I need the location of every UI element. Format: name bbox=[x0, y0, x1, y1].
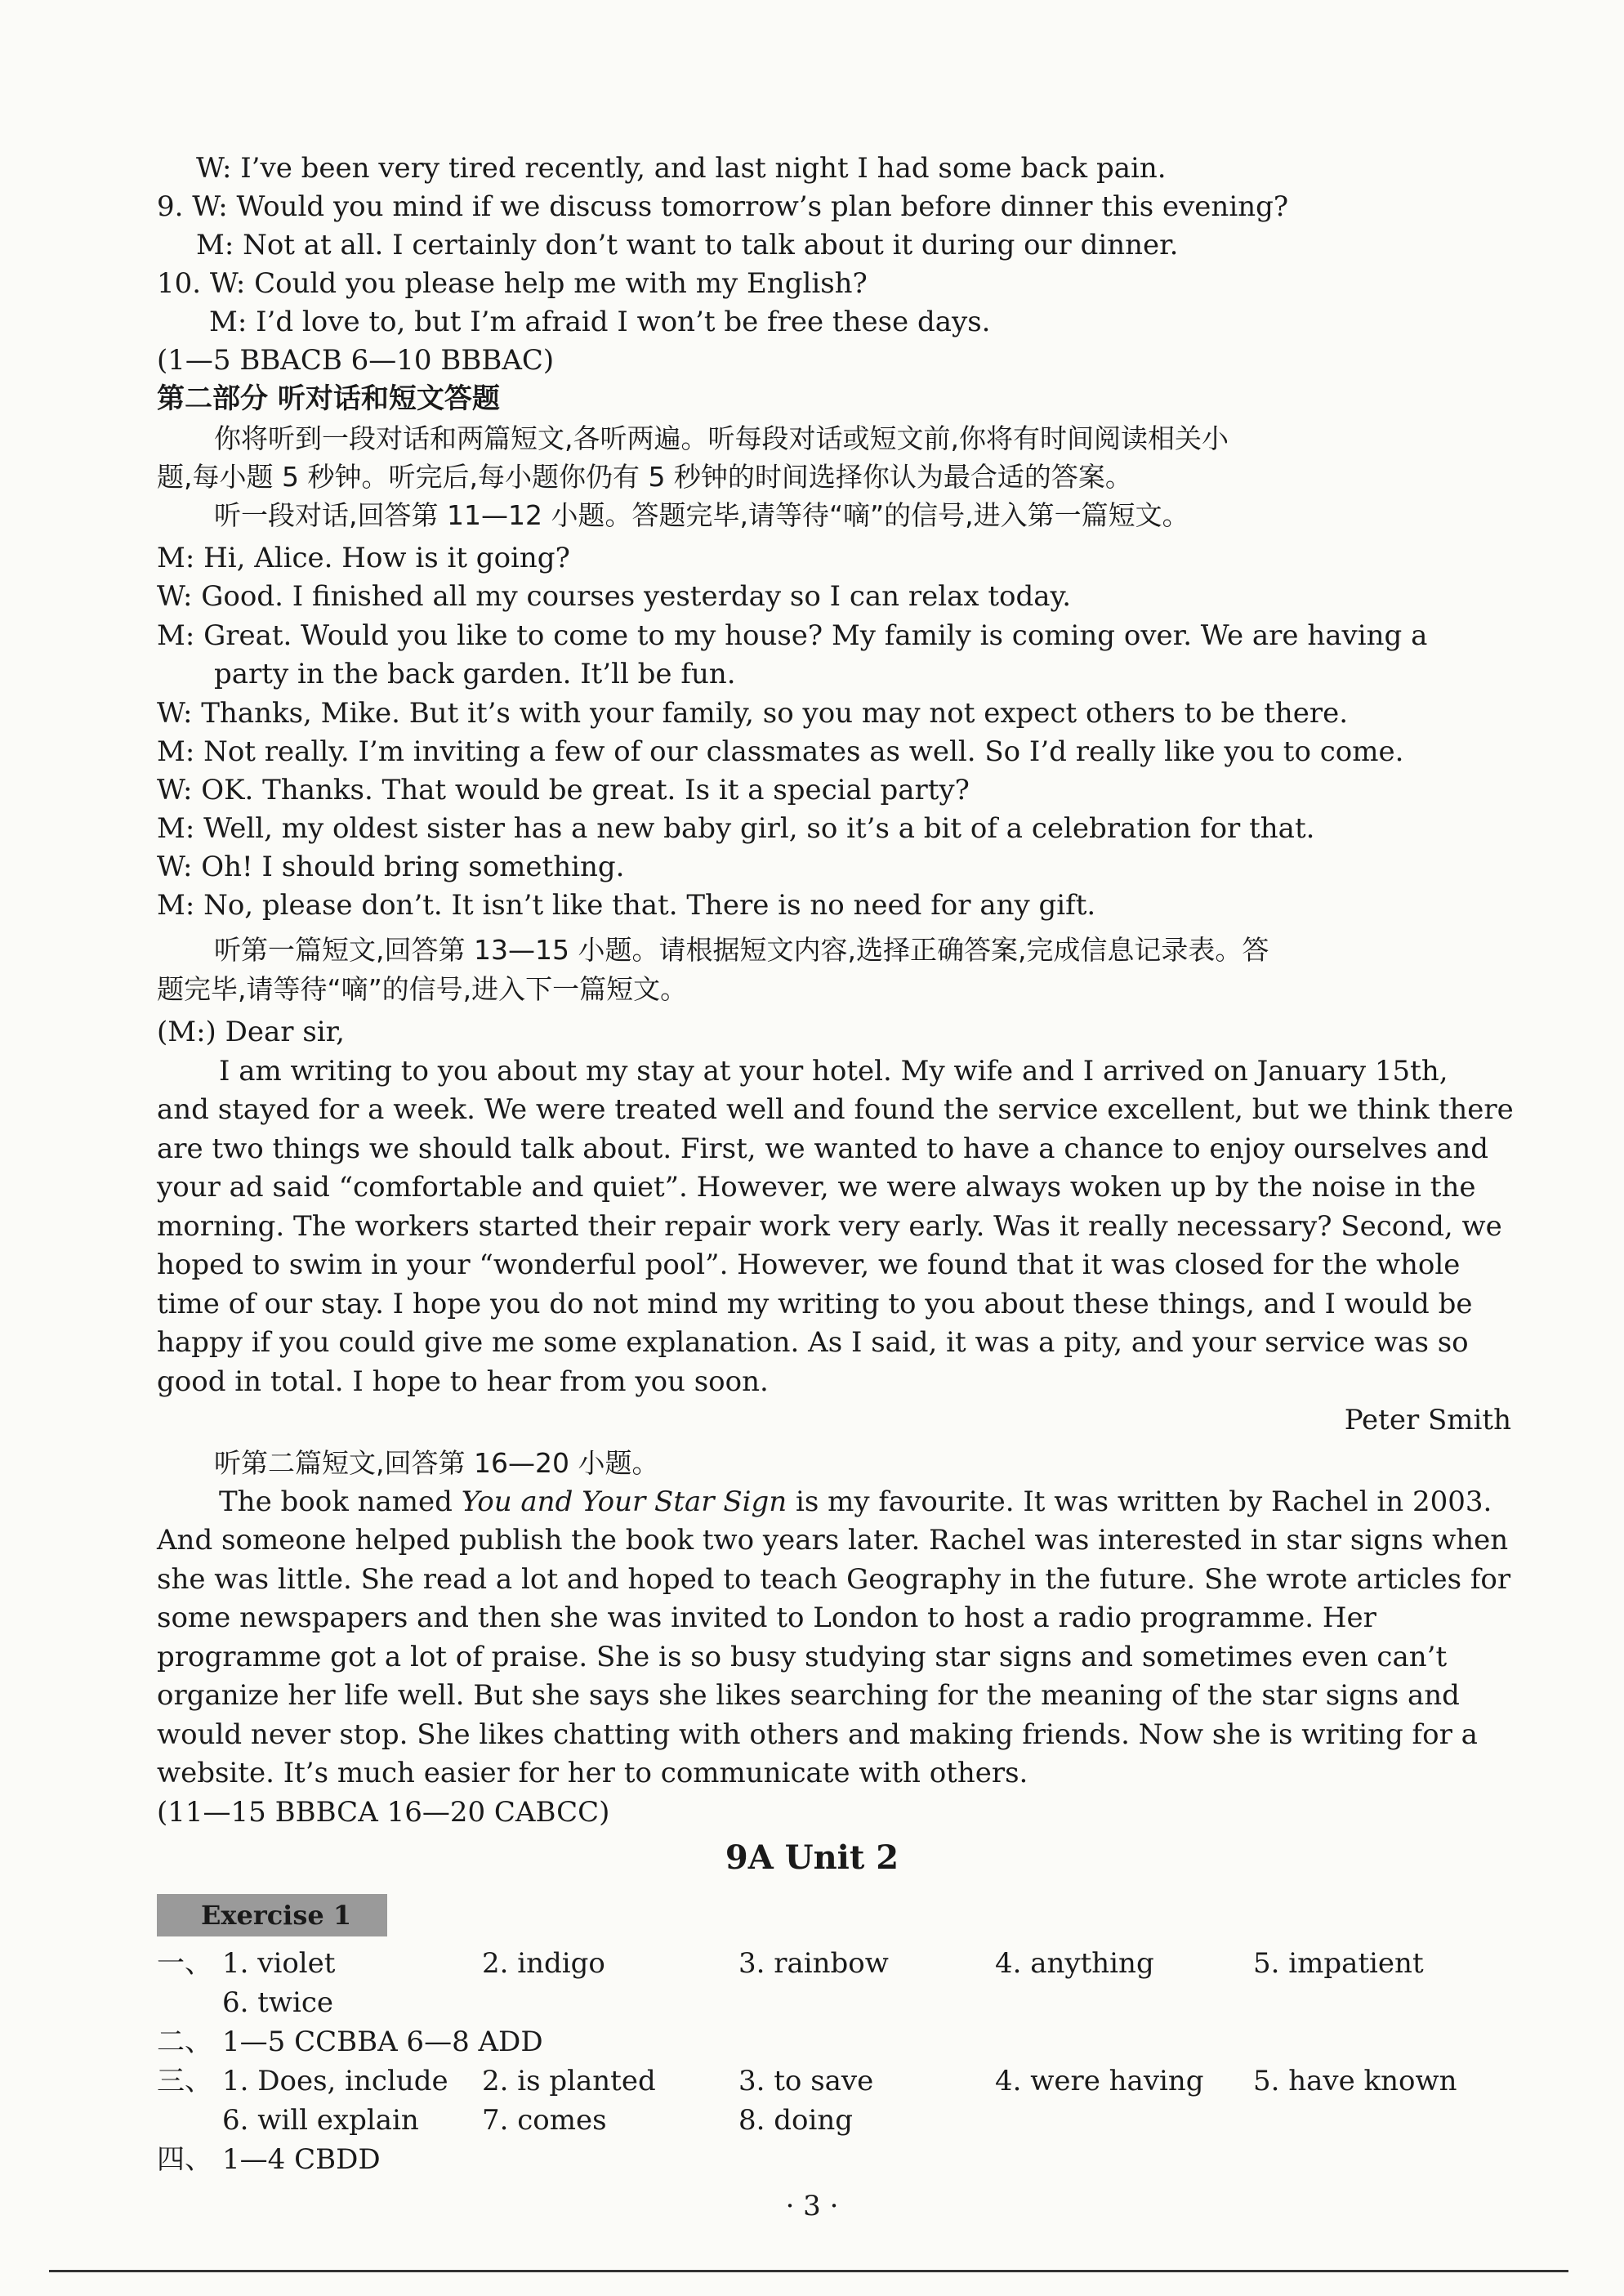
instruction-line: 听第二篇短文,回答第 16—20 小题。 bbox=[214, 1447, 659, 1479]
dialogue-line: M: I’d love to, but I’m afraid I won’t be free these days. bbox=[209, 306, 991, 338]
letter-line: your ad said “comfortable and quiet”. However, we were always woken up by the noise in the bbox=[157, 1171, 1476, 1204]
answer-item: 3. rainbow bbox=[738, 1947, 889, 1980]
dialogue-line: W: Good. I finished all my courses yesterday so I can relax today. bbox=[157, 580, 1072, 613]
instruction-line: 听第一篇短文,回答第 13—15 小题。请根据短文内容,选择正确答案,完成信息记录表。答 bbox=[214, 934, 1269, 966]
answer-item: 6. will explain bbox=[222, 2104, 419, 2137]
instruction-line: 题,每小题 5 秒钟。听完后,每小题你仍有 5 秒钟的时间选择你认为最合适的答案。 bbox=[157, 461, 1132, 493]
dialogue-line: W: Thanks, Mike. But it’s with your family, so you may not expect others to be there. bbox=[157, 697, 1349, 730]
dialogue-line: M: Well, my oldest sister has a new baby girl, so it’s a bit of a celebration for that. bbox=[157, 812, 1315, 845]
answer-item: 5. have known bbox=[1253, 2065, 1457, 2097]
section-label: 四、 bbox=[157, 2143, 212, 2176]
letter-line: and stayed for a week. We were treated well and found the service excellent, but we think there bbox=[157, 1093, 1514, 1126]
page-number: · 3 · bbox=[785, 2190, 839, 2222]
passage-line: she was little. She read a lot and hoped to teach Geography in the future. She wrote articles for bbox=[157, 1563, 1511, 1596]
answer-item: 1. violet bbox=[222, 1947, 336, 1980]
answer-item: 4. were having bbox=[995, 2065, 1204, 2097]
letter-greeting: (M:) Dear sir, bbox=[157, 1016, 345, 1048]
dialogue-line: M: Not at all. I certainly don’t want to talk about it during our dinner. bbox=[196, 229, 1179, 261]
letter-line: time of our stay. I hope you do not mind my writing to you about these things, and I would be bbox=[157, 1288, 1473, 1320]
dialogue-line: M: Hi, Alice. How is it going? bbox=[157, 542, 570, 574]
dialogue-line: M: No, please don’t. It isn’t like that. There is no need for any gift. bbox=[157, 889, 1096, 922]
answer-item: 2. indigo bbox=[482, 1947, 605, 1980]
instruction-line: 题完毕,请等待“嘀”的信号,进入下一篇短文。 bbox=[157, 973, 688, 1005]
section-heading: 第二部分 听对话和短文答题 bbox=[157, 382, 500, 415]
passage-line bbox=[219, 1483, 1492, 1521]
letter-line: I am writing to you about my stay at your hotel. My wife and I arrived on January 15th, bbox=[219, 1055, 1448, 1088]
dialogue-line: M: Great. Would you like to come to my house? My family is coming over. We are having a bbox=[157, 619, 1428, 652]
dialogue-line: W: OK. Thanks. That would be great. Is it a special party? bbox=[157, 774, 970, 806]
section-label: 二、 bbox=[157, 2026, 212, 2058]
dialogue-line: 10. W: Could you please help me with my English? bbox=[157, 267, 868, 300]
dialogue-line: 9. W: Would you mind if we discuss tomorrow’s plan before dinner this evening? bbox=[157, 190, 1289, 223]
passage-line: would never stop. She likes chatting with others and making friends. Now she is writing for a bbox=[157, 1718, 1478, 1751]
letter-line: morning. The workers started their repair work very early. Was it really necessary? Second, we bbox=[157, 1210, 1502, 1243]
dialogue-line: party in the back garden. It’ll be fun. bbox=[214, 658, 736, 690]
letter-line: happy if you could give me some explanation. As I said, it was a pity, and your service was so bbox=[157, 1326, 1469, 1359]
answer-item: 1. Does, include bbox=[222, 2065, 448, 2097]
section-label: 一、 bbox=[157, 1947, 212, 1980]
letter-line: good in total. I hope to hear from you soon. bbox=[157, 1365, 769, 1398]
unit-title: 9A Unit 2 bbox=[725, 1838, 899, 1877]
book-title: You and Your Star Sign bbox=[461, 1485, 787, 1518]
answer-item: 8. doing bbox=[738, 2104, 854, 2137]
answer-item: 4. anything bbox=[995, 1947, 1154, 1980]
answer-item: 1—4 CBDD bbox=[222, 2143, 381, 2176]
answer-item: 3. to save bbox=[738, 2065, 874, 2097]
answer-item: 2. is planted bbox=[482, 2065, 656, 2097]
letter-line: hoped to swim in your “wonderful pool”. However, we found that it was closed for the whole bbox=[157, 1249, 1461, 1281]
passage-line: programme got a lot of praise. She is so busy studying star signs and sometimes even can’t bbox=[157, 1641, 1448, 1673]
letter-line: are two things we should talk about. First, we wanted to have a chance to enjoy ourselves and bbox=[157, 1132, 1489, 1165]
passage-line: organize her life well. But she says she likes searching for the meaning of the star signs and bbox=[157, 1679, 1460, 1712]
dialogue-line: W: I’ve been very tired recently, and last night I had some back pain. bbox=[196, 152, 1167, 185]
answer-line: (1—5 BBACB 6—10 BBBAC) bbox=[157, 344, 555, 377]
answer-item: 6. twice bbox=[222, 1986, 334, 2019]
answer-item: 5. impatient bbox=[1253, 1947, 1424, 1980]
answer-item: 1—5 CCBBA 6—8 ADD bbox=[222, 2026, 543, 2058]
bottom-divider bbox=[49, 2270, 1568, 2272]
passage-line: website. It’s much easier for her to communicate with others. bbox=[157, 1757, 1028, 1789]
passage-text: The book named bbox=[219, 1485, 462, 1518]
answer-line: (11—15 BBBCA 16—20 CABCC) bbox=[157, 1796, 610, 1829]
passage-line: And someone helped publish the book two years later. Rachel was interested in star signs when bbox=[157, 1524, 1509, 1557]
dialogue-line: M: Not really. I’m inviting a few of our classmates as well. So I’d really like you to come. bbox=[157, 735, 1404, 768]
passage-line: some newspapers and then she was invited to London to host a radio programme. Her bbox=[157, 1601, 1376, 1634]
section-label: 三、 bbox=[157, 2065, 212, 2097]
answer-item: 7. comes bbox=[482, 2104, 607, 2137]
instruction-line: 你将听到一段对话和两篇短文,各听两遍。听每段对话或短文前,你将有时间阅读相关小 bbox=[214, 422, 1229, 454]
passage-text: is my favourite. It was written by Rachel in 2003. bbox=[787, 1485, 1492, 1518]
exercise-label: Exercise 1 bbox=[157, 1894, 387, 1936]
instruction-line: 听一段对话,回答第 11—12 小题。答题完毕,请等待“嘀”的信号,进入第一篇短文。 bbox=[214, 499, 1189, 531]
dialogue-line: W: Oh! I should bring something. bbox=[157, 851, 625, 883]
letter-signature: Peter Smith bbox=[1344, 1404, 1511, 1436]
